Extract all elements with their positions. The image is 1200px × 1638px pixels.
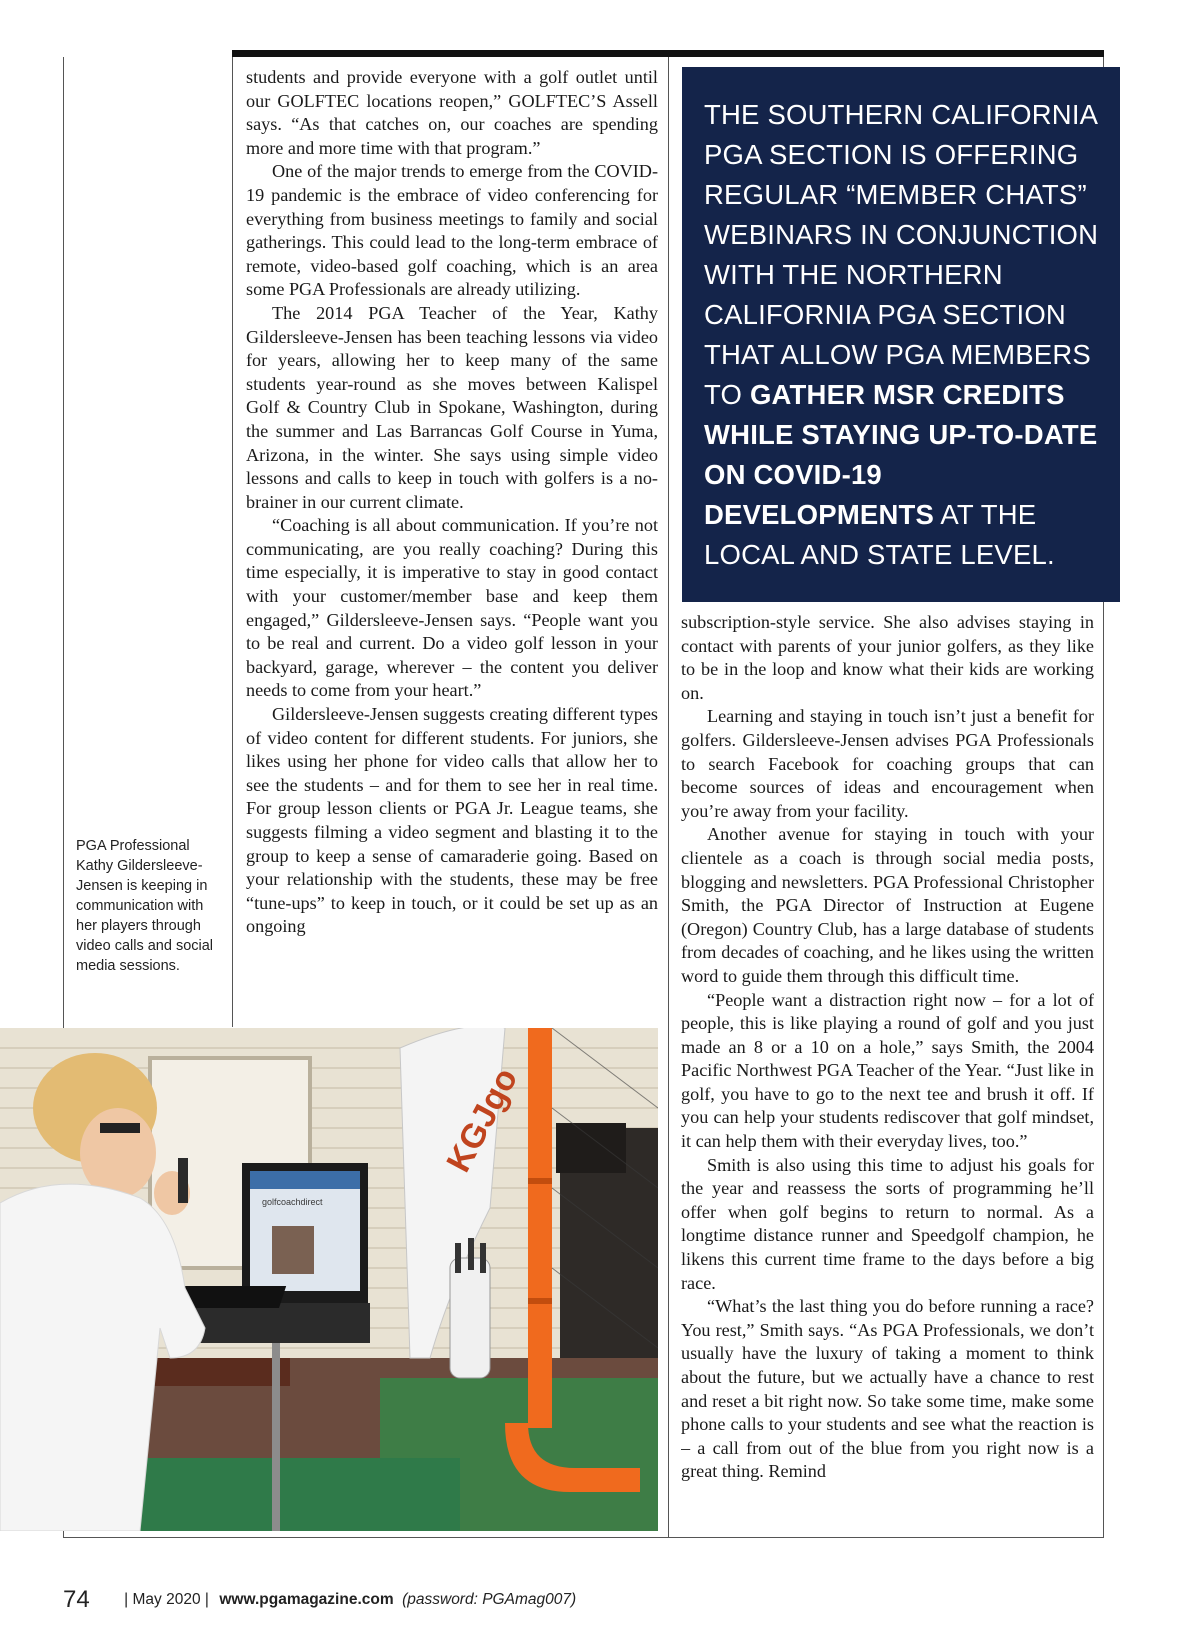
paragraph: subscription-style service. She also advises staying in contact with parents of your junior golfers, as they like to be in the loop and know what their kids are working on. (681, 612, 1094, 703)
banner-text: KGJgo (439, 1061, 526, 1179)
article-column-middle (246, 66, 658, 1018)
paragraph: Another avenue for staying in touch with your clientele as a coach is through social media posts, blogging and newsletters. PGA Professional Christopher Smith, the PGA Director of Instruction at Eugene (Oregon) Country Club, has a large database of students from decades of coaching, and he likes using the written word to guide them through this difficult time. (681, 824, 1094, 986)
paragraph: The 2014 PGA Teacher of the Year, Kathy Gildersleeve-Jensen has been teaching lessons via video for years, allowing her to keep many of the same students year-round as she moves between Kalispel Golf & Country Club in Spokane, Washington, during the summer and Las Barrancas Golf Course in Yuma, Arizona, in the winter. She says using simple video lessons and calls to keep in touch with golfers is a no-brainer in our current climate. (246, 302, 658, 512)
pull-quote-bold-text: GATHER MSR CREDITS WHILE STAYING UP-TO-DATE ON COVID-19 DEVELOPMENTS (704, 379, 1098, 530)
top-rule (232, 50, 1104, 57)
article-column-right (681, 611, 1094, 1535)
photo-caption: PGA Professional Kathy Gildersleeve-Jensen is keeping in communication with her players through video calls and social media sessions. (76, 838, 214, 974)
paragraph: “Coaching is all about communication. If you’re not communicating, are you really coaching? During this time especially, it is imperative to stay in good contact with your customer/member base and keep them engaged,” Gildersleeve-Jensen says. “People want you to be real and current. Do a video golf lesson in your backyard, garage, wherever – the content you deliver needs to come from your heart.” (246, 515, 658, 701)
paragraph: One of the major trends to emerge from the COVID-19 pandemic is the embrace of video conferencing for everything from business meetings to family and social gatherings. This could lead to the long-term embrace of remote, video-based golf coaching, which is an area some PGA Professionals are already utilizing. (246, 161, 658, 300)
paragraph: students and provide everyone with a golf outlet until our GOLFTEC locations reopen,” GOLFTEC’S Assell says. “As that catches on, our coaches are spending more and more time with that program.” (246, 67, 658, 158)
page-number: 74 (63, 1586, 90, 1613)
paragraph: “People want a distraction right now – for a lot of people, this is like playing a round of golf and you just made an 8 or a 10 on a hole,” says Smith, the 2004 Pacific Northwest PGA Teacher of the Year. “Just like in golf, you have to go to the next tee and brush it off. If you can help your students rediscover that golf mindset, it can help them with their everyday lives, too.” (681, 989, 1094, 1152)
password-note: (password: PGAmag007) (402, 1591, 577, 1608)
pull-quote-text: THE SOUTHERN CALIFORNIA PGA SECTION IS OFFERING REGULAR “MEMBER CHATS” WEBINARS IN CONJUNCTION WITH THE NORTHERN CALIFORNIA PGA SECTION THAT ALLOW PGA MEMBERS TO (704, 99, 1099, 410)
paragraph: Learning and staying in touch isn’t just a benefit for golfers. Gildersleeve-Jensen advises PGA Professionals to search Facebook for coaching groups that can become sources of ideas and encouragement when you’re away from your facility. (681, 706, 1094, 821)
article-photo (0, 1028, 658, 1531)
paragraph: “What’s the last thing you do before running a race? You rest,” Smith says. “As PGA Professionals, we don’t usually have the luxury of taking a moment to think about the future, but we actually have a chance to rest and reset a bit right now. So take some time, make some phone calls to your students and see what the reaction is – a call from out of the blue from you right now is a great thing. Remind (681, 1296, 1094, 1482)
paragraph: Gildersleeve-Jensen suggests creating different types of video content for different students. For juniors, she likes using her phone for video calls that allow her to see the students – and for them to see her in real time. For group lesson clients or PGA Jr. League teams, she suggests filming a video segment and blasting it to the group to keep a sense of camaraderie going. Based on your relationship with the students, these may be free “tune-ups” to keep in touch, or it could be set up as an ongoing (246, 704, 658, 937)
pull-quote-text-end: AT THE LOCAL AND STATE LEVEL. (704, 499, 1055, 570)
paragraph: Smith is also using this time to adjust his goals for the year and reassess the sorts of programming he’ll offer when golf begins to return to normal. As a longtime distance runner and Speedgolf champion, he likens this current time frame to the days before a big race. (681, 1154, 1094, 1293)
pull-quote-box (682, 67, 1120, 602)
screen-text: golfcoachdirect (262, 1197, 323, 1207)
page-footer (63, 1586, 576, 1614)
column-divider-2 (668, 57, 669, 1537)
issue-date: | May 2020 | (124, 1591, 209, 1608)
photo-illustration (0, 1028, 658, 1531)
magazine-url[interactable]: www.pgamagazine.com (219, 1591, 394, 1608)
frame-line-bottom (63, 1537, 1104, 1538)
column-divider-1 (232, 57, 233, 1027)
